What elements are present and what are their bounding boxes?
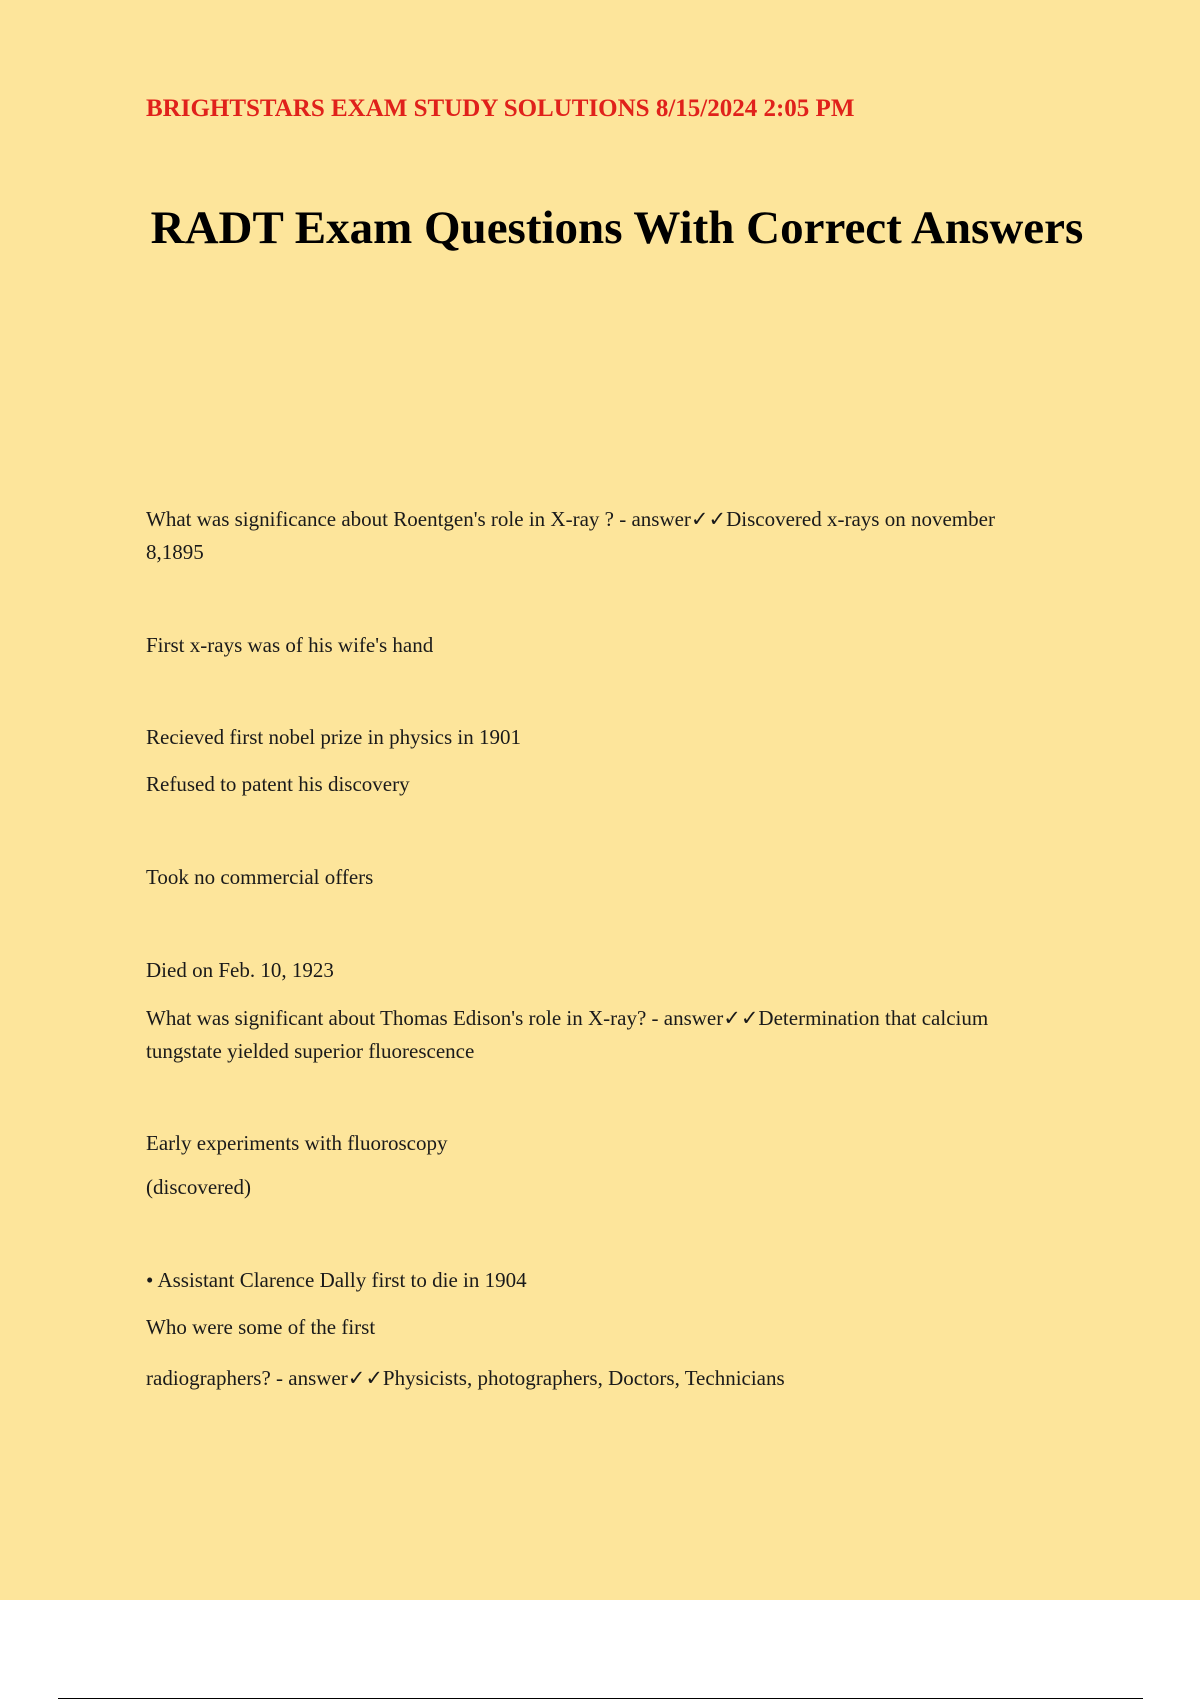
bullet-line: • Assistant Clarence Dally first to die in 1904 xyxy=(146,1268,527,1292)
document-header: BRIGHTSTARS EXAM STUDY SOLUTIONS 8/15/2024 2:05 PM xyxy=(146,95,855,122)
document-title: RADT Exam Questions With Correct Answers xyxy=(150,202,1084,254)
question-paragraph: What was significant about Thomas Edison's role in X-ray? - answer✓✓Determination that calcium tungstate yielded superior fluorescence xyxy=(146,1006,989,1063)
answer-line: Died on Feb. 10, 1923 xyxy=(146,958,334,982)
answer-line: (discovered) xyxy=(146,1175,251,1199)
question-paragraph: What was significance about Roentgen's role in X-ray ? - answer✓✓Discovered x-rays on november 8,1895 xyxy=(146,507,995,564)
answer-line: Took no commercial offers xyxy=(146,865,374,889)
answer-line: Early experiments with fluoroscopy xyxy=(146,1131,448,1155)
answer-line: Refused to patent his discovery xyxy=(146,772,410,796)
question-line: Who were some of the first xyxy=(146,1315,376,1339)
page-bottom-rule xyxy=(58,1698,1143,1699)
answer-line: First x-rays was of his wife's hand xyxy=(146,633,434,657)
answer-line: Recieved first nobel prize in physics in 1901 xyxy=(146,725,521,749)
question-line: radiographers? - answer✓✓Physicists, photographers, Doctors, Technicians xyxy=(146,1366,785,1390)
